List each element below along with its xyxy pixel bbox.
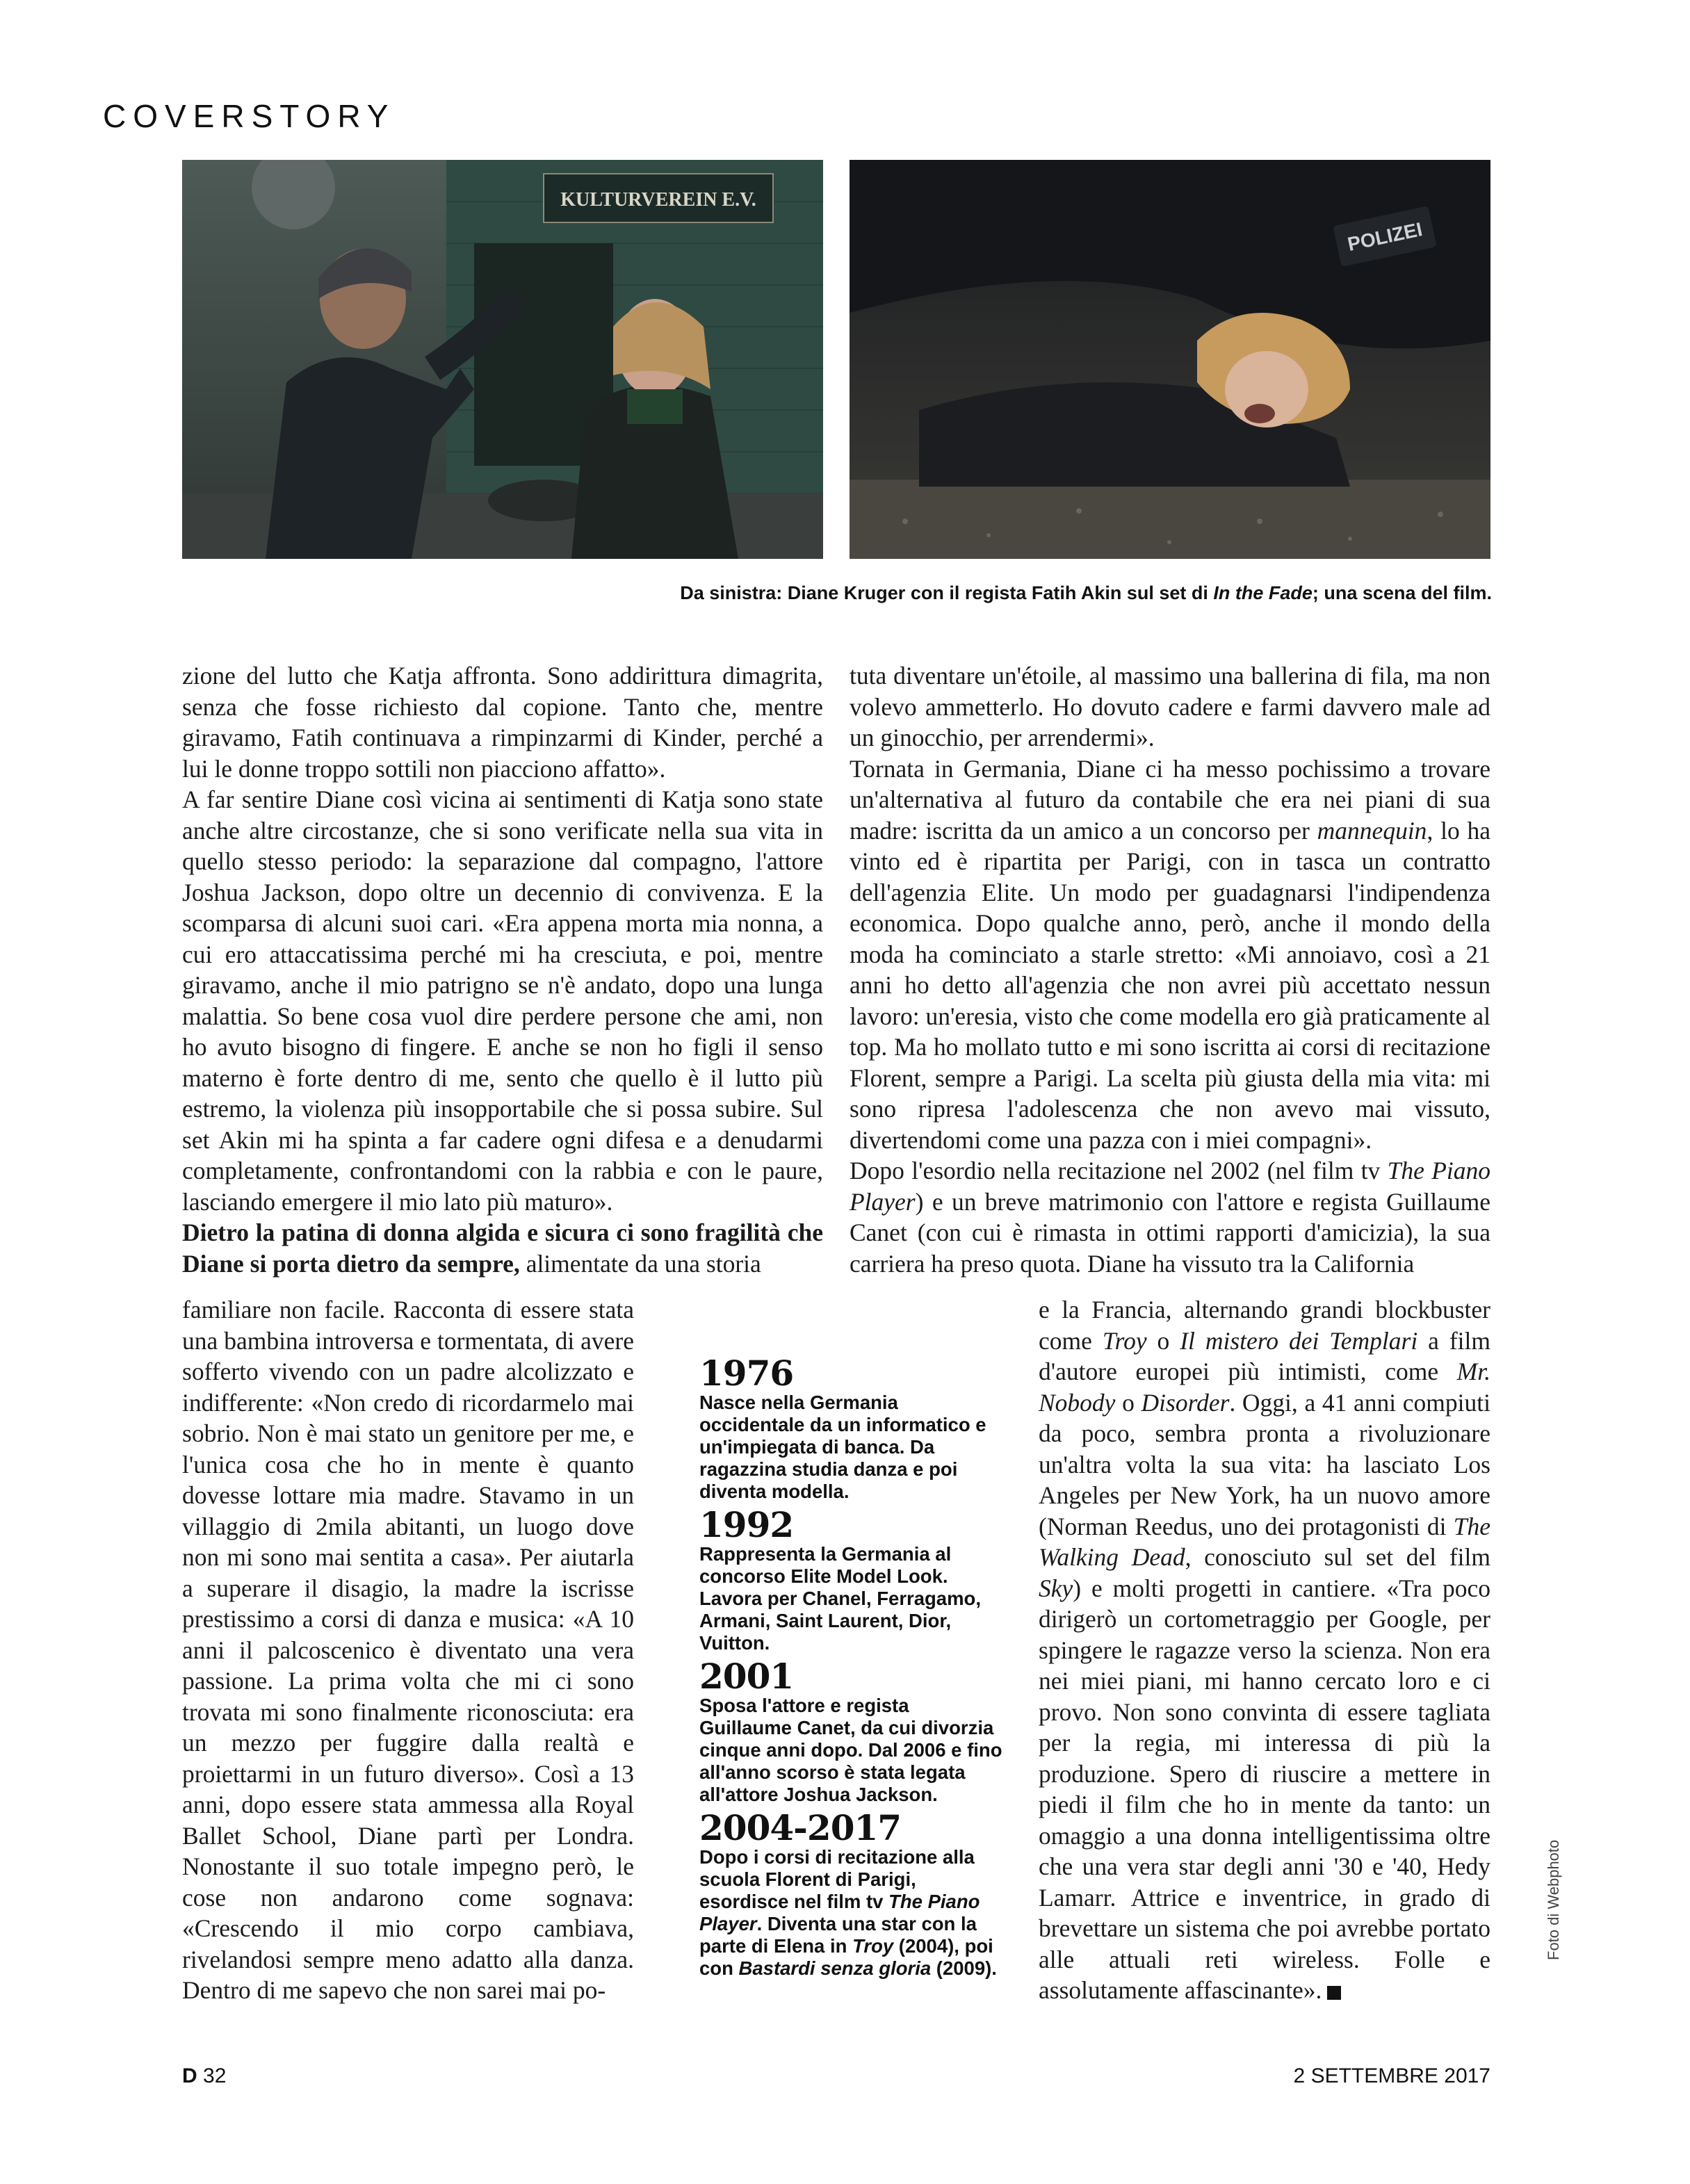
film-title: Troy	[1102, 1326, 1147, 1355]
article-column-1-continued	[182, 1294, 634, 2006]
caption-text: Da sinistra: Diane Kruger con il regista Fatih Akin sul set di	[680, 582, 1214, 603]
lead-in-bold: Dietro la patina di donna algida e sicura ci sono fragilità che Diane si porta dietro da sempre,	[182, 1219, 823, 1278]
paragraph-text: o	[1115, 1388, 1141, 1417]
film-title: Troy	[852, 1935, 894, 1957]
photo-caption	[680, 582, 1492, 604]
paragraph-text: , lo ha vinto ed è ripartita per Parigi, con in tasca un contratto dell'agenzia Elite. Un modo per guadagnarsi l'indipendenza economica. Dopo qualche anno, però, anche il mondo della moda ha cominciato a starle stretto: «Mi annoiavo, così a 21 anni ho detto all'agenzia che non avrei più accettato nessun lavoro: un'eresia, visto che come modella ero già praticamente al top. Ma ho mollato tutto e mi sono iscritta ai corsi di recitazione Florent, sempre a Parigi. La scelta più giusta della mia vita: mi sono ripresa l'adolescenza che non avevo mai vissuto, divertendomi come una pazza con i miei compagni».	[850, 816, 1490, 1154]
film-title: Mr. Nobody	[1039, 1358, 1490, 1417]
paragraph: tuta diventare un'étoile, al massimo una ballerina di fila, ma non volevo ammetterlo. Ho dovuto cadere e farmi davvero male ad un ginocchio, per arrendermi».	[850, 662, 1490, 751]
article-column-1	[182, 660, 823, 1279]
kulturverein-sign: KULTURVEREIN E.V.	[560, 189, 756, 211]
paragraph-text: e la Francia, alternando grandi blockbuster come	[1039, 1296, 1490, 1355]
film-title: The Piano Player	[850, 1157, 1490, 1216]
film-title: The Piano Player	[699, 1891, 980, 1934]
paragraph-text: . Oggi, a 41 anni compiuti da poco, sembra pronta a rivoluzionare un'altra volta la sua vita: ha lasciato Los Angeles per New York, ha un nuovo amore (Norman Reedus, uno dei protagonisti di	[1039, 1388, 1490, 1540]
timeline-text: Sposa l'attore e regista Guillaume Canet, da cui divorzia cinque anni dopo. Dal 2006 e fino all'anno scorso è stata legata all'attore Joshua Jackson.	[699, 1695, 1002, 1805]
section-label: COVERSTORY	[103, 98, 396, 134]
end-of-article-mark	[1327, 1986, 1341, 2000]
timeline-text	[699, 1846, 1005, 1980]
italic-term: mannequin	[1317, 816, 1427, 845]
timeline-year: 2001	[699, 1656, 794, 1697]
film-title: Bastardi senza gloria	[738, 1957, 932, 1979]
film-title: Sky	[1039, 1574, 1073, 1602]
timeline-text-part: (2004), poi con	[699, 1935, 993, 1979]
timeline-text-part: . Diventa una star con la parte di Elena in	[699, 1913, 977, 1957]
photo-arrest-scene	[850, 160, 1490, 559]
film-title: Disorder	[1141, 1388, 1230, 1417]
timeline-text: Nasce nella Germania occidentale da un informatico e un'impiegata di banca. Da ragazzina studia danza e poi diventa modella.	[699, 1392, 986, 1502]
page-number-value: 32	[203, 2064, 227, 2087]
paragraph: A far sentire Diane così vicina ai sentimenti di Katja sono state anche altre circostanze, che si sono verificate nella sua vita in quello stesso periodo: la separazione dal compagno, l'attore Joshua Jackson, dopo oltre un decennio di convivenza. E la scomparsa di alcuni suoi cari. «Era appena morta mia nonna, a cui ero attaccatissima perché mi ha cresciuta, e poi, mentre giravamo, anche il mio patrigno se n'è andato, dopo una lunga malattia. So bene cosa vuol dire perdere persone che ami, non ho avuto bisogno di fingere. E anche se non ho figli il senso materno è forte dentro di me, sento che quello è il lutto più estremo, la violenza più insopportabile che si possa subire. Sul set Akin mi ha spinta a far cadere ogni difesa e a denudarmi completamente, confrontandomi con la rabbia e con le paure, lasciando emergere il mio lato più maturo».	[182, 785, 823, 1216]
page-number	[182, 2064, 226, 2088]
caption-film-title: In the Fade	[1213, 582, 1313, 603]
issue-date: 2 SETTEMBRE 2017	[1293, 2064, 1490, 2087]
timeline-year: 1976	[699, 1353, 794, 1394]
paragraph	[850, 753, 1490, 1156]
magazine-mark: D	[182, 2064, 197, 2087]
paragraph-text: Tornata in Germania, Diane ci ha messo pochissimo a trovare un'alternativa al futuro da contabile che era nei piani di sua madre: iscritta da un amico a un concorso per	[850, 754, 1490, 845]
caption-text-end: ; una scena del film.	[1312, 582, 1492, 603]
timeline-text-part: (2009).	[931, 1957, 997, 1979]
paragraph-text: Dopo l'esordio nella recitazione nel 2002 (nel film tv	[850, 1157, 1388, 1184]
paragraph-text: a film d'autore europei più intimisti, come	[1039, 1326, 1490, 1385]
article-column-2	[850, 660, 1490, 1279]
paragraph-text: alimentate da una storia	[519, 1249, 761, 1278]
timeline-text-part: Dopo i corsi di recitazione alla scuola Florent di Parigi, esordisce nel film tv	[699, 1846, 975, 1912]
paragraph	[1039, 1294, 1490, 2006]
paragraph-text: , conosciuto sul set del film	[1185, 1543, 1490, 1571]
timeline-text: Rappresenta la Germania al concorso Elite Model Look. Lavora per Chanel, Ferragamo, Armani, Saint Laurent, Dior, Vuitton.	[699, 1543, 981, 1654]
timeline-year: 1992	[699, 1504, 794, 1545]
photo-director-and-actress	[182, 160, 823, 559]
paragraph: zione del lutto che Katja affronta. Sono addirittura dimagrita, senza che fosse richiesto dal copione. Tanto che, mentre giravamo, Fatih continuava a rimpinzarmi di Kinder, perché a lui le donne troppo sottili non piacciono affatto».	[182, 662, 823, 783]
film-title: Il mistero dei Templari	[1180, 1326, 1418, 1355]
polizei-badge: POLIZEI	[1345, 218, 1424, 255]
timeline-year: 2004-2017	[699, 1807, 902, 1848]
paragraph-text: ) e un breve matrimonio con l'attore e regista Guillaume Canet (con cui è rimasta in ottimi rapporti d'amicizia), la sua carriera ha preso quota. Diane ha vissuto tra la California	[850, 1187, 1490, 1278]
paragraph-text: ) e molti progetti in cantiere. «Tra poco dirigerò un cortometraggio per Google, per spingere le ragazze verso la scienza. Non era nei miei piani, mi hanno cercato loro e ci provo. Non sono convinta di essere tagliata per la regia, mi interessa di più la produzione. Spero di riuscire a mettere in piedi il film che ho in mente da tanto: un omaggio a una donna intelligentissima oltre che una vera star degli anni '30 e '40, Hedy Lamarr. Attrice e inventrice, in grado di brevettare un sistema che poi avrebbe portato alle attuali reti wireless. Folle e assolutamente affascinante».	[1039, 1574, 1490, 2004]
article-column-2-continued	[1039, 1294, 1490, 2006]
paragraph	[850, 1155, 1490, 1279]
paragraph: familiare non facile. Racconta di essere stata una bambina introversa e tormentata, di avere sofferto vivendo con un padre alcolizzato e indifferente: «Non credo di ricordarmelo mai sobrio. Non è mai stato un genitore per me, e l'unica cosa che ho in mente è quanto dovesse lottare mia madre. Stavamo in un villaggio di 2mila abitanti, un luogo dove non mi sono mai sentita a casa». Per aiutarla a superare il disagio, la madre la iscrisse prestissimo a corsi di danza e musica: «A 10 anni il palcoscenico è diventato una vera passione. La prima volta che mi ci sono trovata mi sono finalmente riconosciuta: era un mezzo per fuggire dalla realtà e proiettarmi in un futuro diverso». Così a 13 anni, dopo essere stata ammessa alla Royal Ballet School, Diane partì per Londra. Nonostante il suo totale impegno però, le cose non andarono come sognava: «Crescendo il mio corpo cambiava, rivelandosi sempre meno adatto alla danza. Dentro di me sapevo che non sarei mai po-	[182, 1296, 634, 2004]
timeline-box	[699, 1355, 1005, 1984]
paragraph-text: o	[1146, 1326, 1180, 1355]
paragraph	[182, 1217, 823, 1279]
series-title: The Walking Dead	[1039, 1512, 1490, 1571]
photo-credit: Foto di Webphoto	[1545, 1839, 1562, 1960]
